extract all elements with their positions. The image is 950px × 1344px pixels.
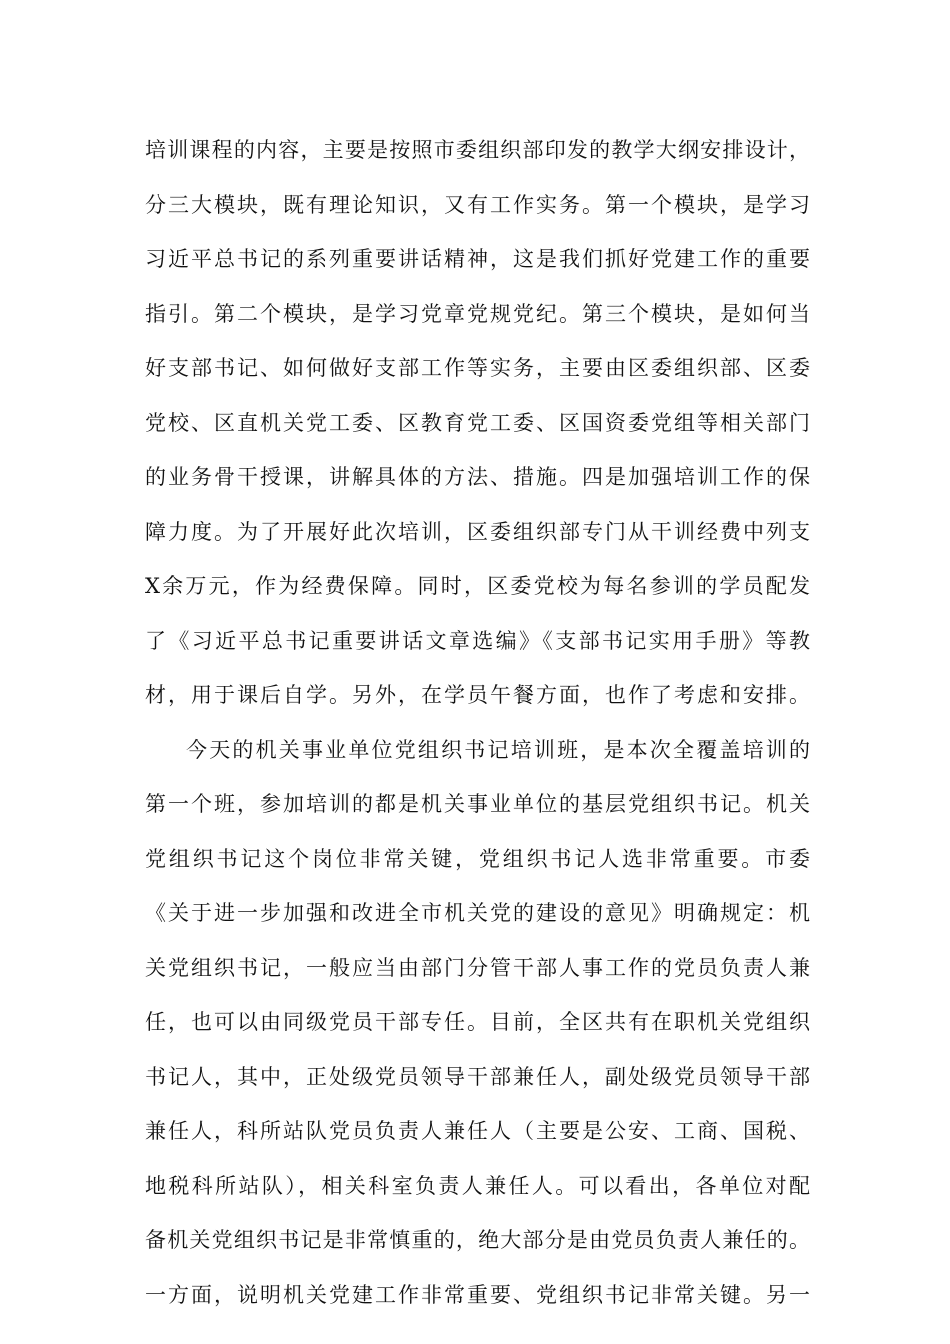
text-line: 的业务骨干授课，讲解具体的方法、措施。四是加强培训工作的保 [145, 465, 810, 489]
text-line: 材，用于课后自学。另外，在学员午餐方面，也作了考虑和安排。 [145, 683, 810, 707]
text-line: 培训课程的内容，主要是按照市委组织部印发的教学大纲安排设计， [145, 138, 810, 162]
text-line: 地税科所站队），相关科室负责人兼任人。可以看出，各单位对配 [145, 1173, 810, 1198]
text-line: 了《习近平总书记重要讲话文章选编》《支部书记实用手册》等教 [145, 628, 810, 653]
text-line: 任，也可以由同级党员干部专任。目前，全区共有在职机关党组织 [145, 1010, 810, 1034]
text-line: 障力度。为了开展好此次培训，区委组织部专门从干训经费中列支 [145, 519, 810, 544]
text-line: X余万元，作为经费保障。同时，区委党校为每名参训的学员配发 [145, 574, 810, 598]
text-line: 关党组织书记，一般应当由部门分管干部人事工作的党员负责人兼 [145, 955, 810, 980]
text-line: 分三大模块，既有理论知识，又有工作实务。第一个模块，是学习 [145, 192, 810, 217]
text-line: 第一个班，参加培训的都是机关事业单位的基层党组织书记。机关 [145, 792, 810, 816]
text-line: 指引。第二个模块，是学习党章党规党纪。第三个模块，是如何当 [145, 301, 810, 326]
text-line: 一方面，说明机关党建工作非常重要、党组织书记非常关键。另一 [145, 1282, 810, 1307]
text-line: 好支部书记、如何做好支部工作等实务，主要由区委组织部、区委 [145, 356, 810, 380]
text-line: 习近平总书记的系列重要讲话精神，这是我们抓好党建工作的重要 [145, 247, 810, 271]
text-line: 备机关党组织书记是非常慎重的，绝大部分是由党员负责人兼任的。 [145, 1228, 810, 1252]
text-line: 《关于进一步加强和改进全市机关党的建设的意见》明确规定：机 [145, 901, 810, 925]
paragraph-first-line: 今天的机关事业单位党组织书记培训班，是本次全覆盖培训的 [186, 737, 810, 762]
text-line: 书记人，其中，正处级党员领导干部兼任人，副处级党员领导干部 [145, 1064, 810, 1089]
body-text [145, 134, 810, 1333]
text-line: 党组织书记这个岗位非常关键，党组织书记人选非常重要。市委 [145, 846, 810, 871]
text-line: 党校、区直机关党工委、区教育党工委、区国资委党组等相关部门 [145, 410, 810, 435]
text-line: 兼任人，科所站队党员负责人兼任人（主要是公安、工商、国税、 [145, 1119, 810, 1143]
